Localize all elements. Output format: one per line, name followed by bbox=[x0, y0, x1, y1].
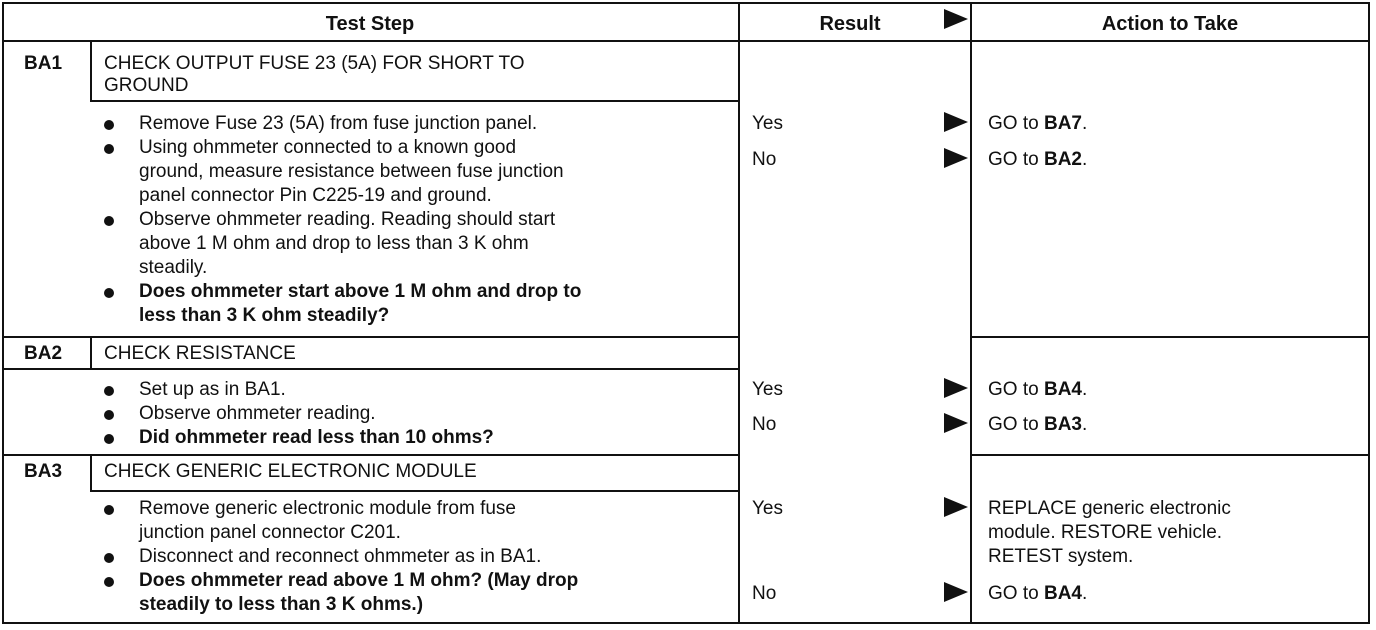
bullet-item-question: Did ohmmeter read less than 10 ohms? bbox=[100, 426, 494, 450]
title-divider-ba3 bbox=[90, 490, 740, 492]
header-action: Action to Take bbox=[1101, 13, 1239, 35]
step-id-ba2: BA2 bbox=[24, 343, 63, 364]
row-divider-ba3 bbox=[2, 454, 740, 456]
id-divider-ba3 bbox=[90, 454, 92, 492]
step-title-ba3: CHECK GENERIC ELECTRONIC MODULE bbox=[104, 461, 477, 482]
arrow-icon bbox=[944, 148, 968, 168]
table-border-bottom bbox=[2, 622, 1370, 624]
arrow-icon bbox=[944, 112, 968, 132]
table-border-right bbox=[1368, 2, 1370, 624]
result-yes-ba3: Yes bbox=[752, 498, 783, 519]
bullet-list-ba3 bbox=[100, 497, 578, 617]
bullet-item: Remove Fuse 23 (5A) from fuse junction panel. bbox=[100, 112, 581, 136]
result-yes-ba1: Yes bbox=[752, 113, 783, 134]
id-divider-ba1 bbox=[90, 40, 92, 102]
column-divider-result bbox=[738, 2, 740, 624]
diagnostic-table bbox=[2, 2, 1370, 624]
title-divider-ba1 bbox=[90, 100, 740, 102]
action-no-ba1: GO to BA2. bbox=[988, 149, 1088, 170]
bullet-item: Observe ohmmeter reading. Reading should start above 1 M ohm and drop to less than 3 K ohm steadily. bbox=[100, 208, 581, 280]
bullet-item-question: Does ohmmeter read above 1 M ohm? (May drop steadily to less than 3 K ohms.) bbox=[100, 569, 578, 617]
header-arrow-icon bbox=[944, 9, 968, 29]
bullet-item: Using ohmmeter connected to a known good ground, measure resistance between fuse junction panel connector Pin C225-19 and ground. bbox=[100, 136, 581, 208]
action-yes-ba3: REPLACE generic electronic module. RESTORE vehicle. RETEST system. bbox=[988, 498, 1231, 567]
action-yes-ba2: GO to BA4. bbox=[988, 379, 1088, 400]
table-border-left bbox=[2, 2, 4, 624]
bullet-list-ba2 bbox=[100, 378, 494, 450]
result-no-ba2: No bbox=[752, 414, 777, 435]
action-divider-ba2 bbox=[970, 336, 1370, 338]
bullet-item: Set up as in BA1. bbox=[100, 378, 494, 402]
bullet-item: Disconnect and reconnect ohmmeter as in BA1. bbox=[100, 545, 578, 569]
id-divider-ba2 bbox=[90, 336, 92, 370]
arrow-icon bbox=[944, 413, 968, 433]
action-no-ba2: GO to BA3. bbox=[988, 414, 1088, 435]
action-divider-ba3 bbox=[970, 454, 1370, 456]
result-no-ba1: No bbox=[752, 149, 777, 170]
bullet-item: Observe ohmmeter reading. bbox=[100, 402, 494, 426]
arrow-icon bbox=[944, 582, 968, 602]
arrow-icon bbox=[944, 378, 968, 398]
column-divider-action bbox=[970, 2, 972, 624]
arrow-icon bbox=[944, 497, 968, 517]
step-title-ba2: CHECK RESISTANCE bbox=[104, 343, 296, 364]
result-yes-ba2: Yes bbox=[752, 379, 783, 400]
bullet-list-ba1 bbox=[100, 112, 581, 328]
result-no-ba3: No bbox=[752, 583, 777, 604]
step-id-ba1: BA1 bbox=[24, 53, 63, 74]
row-divider-ba2 bbox=[2, 336, 740, 338]
step-id-ba3: BA3 bbox=[24, 461, 63, 482]
header-test-step: Test Step bbox=[325, 13, 415, 35]
bullet-item-question: Does ohmmeter start above 1 M ohm and drop to less than 3 K ohm steadily? bbox=[100, 280, 581, 328]
bullet-item: Remove generic electronic module from fuse junction panel connector C201. bbox=[100, 497, 578, 545]
step-title-ba1-line1: CHECK OUTPUT FUSE 23 (5A) FOR SHORT TO bbox=[104, 53, 525, 74]
title-divider-ba2 bbox=[2, 368, 740, 370]
action-no-ba3: GO to BA4. bbox=[988, 583, 1088, 604]
step-title-ba1-line2: GROUND bbox=[104, 75, 189, 96]
header-result: Result bbox=[819, 13, 881, 35]
header-divider bbox=[2, 40, 1370, 42]
action-yes-ba1: GO to BA7. bbox=[988, 113, 1088, 134]
table-border-top bbox=[2, 2, 1370, 4]
